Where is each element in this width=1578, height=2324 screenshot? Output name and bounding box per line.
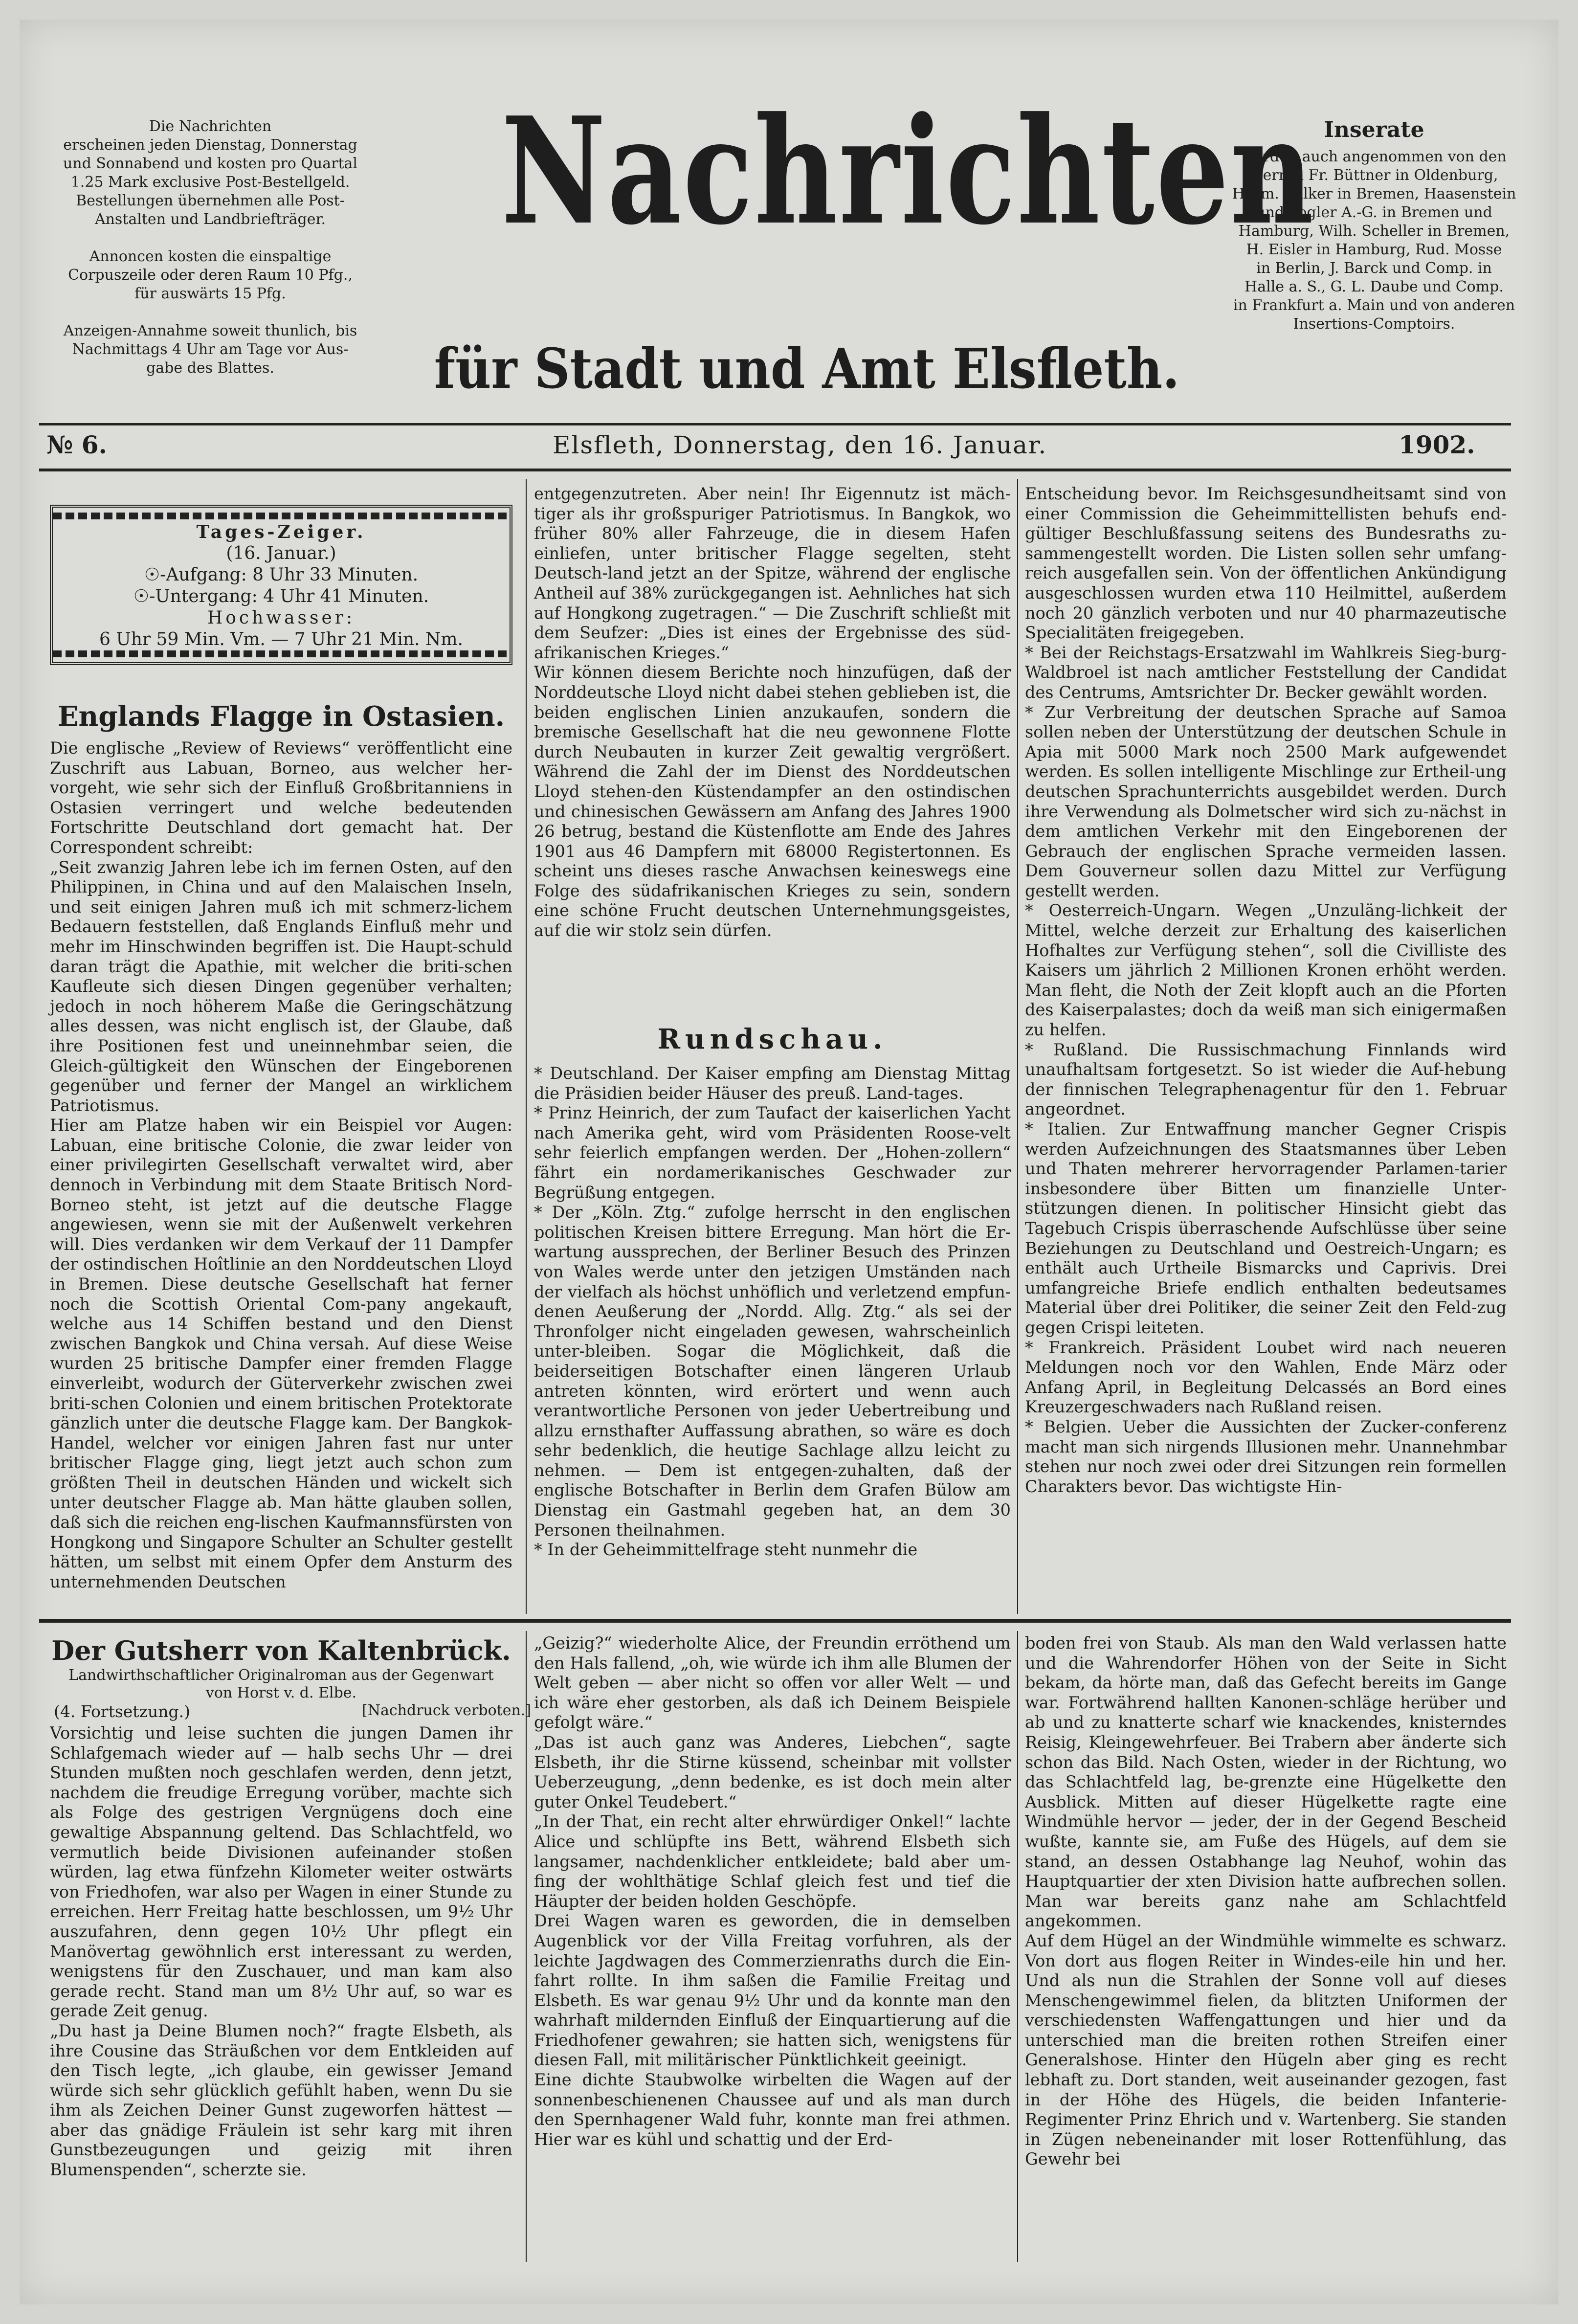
issue-number: № 6. (46, 430, 107, 459)
masthead-subtitle: für Stadt und Amt Elsfleth. (434, 337, 1180, 401)
issue-place-date: Elsfleth, Donnerstag, den 16. Januar. (553, 431, 1047, 459)
tide-title: Hochwasser: (207, 608, 356, 628)
column-rule-1 (526, 479, 527, 1614)
sunset-time: ☉-Untergang: 4 Uhr 41 Minuten. (133, 586, 429, 606)
dateline-rule-bottom (39, 469, 1511, 471)
feuilleton-text-2: „Geizig?“ wiederholte Alice, der Freundin erröthend um den Hals fallend, „oh, wie würde ich ihm alle Blumen der Welt geben — aber nicht so offen vor aller Welt — und ich wäre eher gestorben, als daß ich Deinem Beispiele gefolgt wäre.“ „Das ist auch ganz was Anderes, Liebchen“, sagte Elsbeth, ihr die Stirne küssend, scheinbar mit vollster Ueberzeugung, „denn bedenke, es ist doch mein alter guter Onkel Teudebert.“ „In der That, ein recht alter ehrwürdiger Onkel!“ lachte Alice und schlüpfte ins Bett, während Elsbeth sich langsamer, nachdenklicher entkleidete; bald aber um-fing der wohlthätige Schlaf gleich fest und tief die Häupter der beiden holden Geschöpfe. Drei Wagen waren es geworden, die in demselben Augenblick vor der Villa Freitag vorfuhren, als der leichte Jagdwagen des Commerzienraths durch die Ein-fahrt rollte. In ihm saßen die Familie Freitag und Elsbeth. Es war genau 9½ Uhr und da konnte man den wahrhaft mildernden Einfluß der Einquartierung auf die Friedhofener gewahren; sie hatten sich, wenigstens für diesen Fall, mit militärischer Pünktlichkeit geeinigt. Eine dichte Staubwolke wirbelten die Wagen auf der sonnenbeschienenen Chaussee auf und als man durch den Spernhagener Wald fuhr, konnte man frei athmen. Hier war es kühl und schattig und der Erd- (534, 1633, 1011, 2149)
dateline-rule-top (39, 423, 1511, 425)
feuilleton-column-rule-2 (1017, 1631, 1018, 2262)
rundschau-text: * Deutschland. Der Kaiser empfing am Dienstag Mittag die Präsidien beider Häuser des preuß. Land-tages. * Prinz Heinrich, der zum Taufact der kaiserlichen Yacht nach Amerika geht, wird vom Präsidenten Roose-velt sehr feierlich empfangen werden. Der „Hohen-zollern“ fährt ein nordamerikanisches Geschwader zur Begrüßung entgegen. * Der „Köln. Ztg.“ zufolge herrscht in den englischen politischen Kreisen bittere Erregung. Man hört die Er-wartung aussprechen, der Berliner Besuch des Prinzen von Wales werde unter den jetzigen Umständen nach der vielfach als höchst unhöflich und verletzend empfun-denen Aeußerung der „Nordd. Allg. Ztg.“ als sei der Thronfolger nicht eingeladen gewesen, wahrscheinlich unter-bleiben. Sogar die Möglichkeit, daß die beiderseitigen Botschafter einen längeren Urlaub antreten könnten, wird erörtert und wenn auch verantwortliche Personen von jeder Uebertreibung und allzu ernsthafter Auffassung abrathen, so wäre es doch sehr bedenklich, die heutige Sachlage allzu leicht zu nehmen. — Dem ist entgegen-zuhalten, daß der englische Botschafter in Berlin dem Grafen Bülow am Dienstag ein Gastmahl gegeben hat, an dem 30 Personen theilnahmen. * In der Geheimmittelfrage steht nunmehr die (534, 1064, 1011, 1560)
inserate-title: Inserate (1324, 117, 1424, 142)
feuilleton-subline: Landwirthschaftlicher Originalroman aus der Gegenwart von Horst v. d. Elbe. (68, 1667, 494, 1701)
sunrise-time: ☉-Aufgang: 8 Uhr 33 Minuten. (144, 565, 419, 585)
feuilleton-reprint-note: [Nachdruck verboten.] (362, 1702, 532, 1719)
england-article-text: Die englische „Review of Reviews“ veröffentlicht eine Zuschrift aus Labuan, Borneo, aus welcher her-vorgeht, wie sehr sich der Einfluß Großbritanniens in Ostasien verringert und welche bedeutenden Fortschritte Deutschland dort gemacht hat. Der Correspondent schreibt: „Seit zwanzig Jahren lebe ich im fernen Osten, auf den Philippinen, in China und auf den Malaischen Inseln, und seit einigen Jahren muß ich mit schmerz-lichem Bedauern feststellen, daß Englands Einfluß mehr und mehr im Hinschwinden begriffen ist. Die Haupt-schuld daran trägt die Apathie, mit welcher die briti-schen Kaufleute sich diesen Dingen gegenüber verhalten; jedoch in noch höherem Maße die Geringschätzung alles dessen, was nicht englisch ist, der Glaube, daß ihre Positionen fest und uneinnehmbar seien, die Gleich-gültigkeit den Wünschen der Eingeborenen gegenüber und ferner der Mangel an wirklichem Patriotismus. Hier am Platze haben wir ein Beispiel vor Augen: Labuan, eine britische Colonie, die zwar leider von einer privilegirten Gesellschaft verwaltet wird, aber dennoch in Verbindung mit dem Staate Britisch Nord-Borneo steht, ist jetzt auf die deutsche Flagge angewiesen, wenn sie mit der Außenwelt verkehren will. Dies verdanken wir dem Verkauf der 11 Dampfer der ostindischen Hoîtlinie an den Norddeutschen Lloyd in Bremen. Diese deutsche Gesellschaft hat ferner noch die Scottish Oriental Com-pany angekauft, welche aus 14 Schiffen bestand und den Dienst zwischen Bangkok und China versah. Auf diese Weise wurden 25 britische Dampfer einer fremden Flagge einverleibt, wodurch der Güterverkehr zwischen zwei briti-schen Colonien und einem britischen Protektorate gänzlich unter die deutsche Flagge kam. Der Bangkok-Handel, welcher vor einigen Jahren fast nur unter britischer Flagge ging, liegt jetzt auch schon zum größten Theil in deutschen Händen und wickelt sich unter deutscher Flagge ab. Man hätte glauben sollen, daß sich die reichen eng-lischen Kaufmannsfürsten von Hongkong und Singapore Schulter an Schulter gestellt hätten, um selbst mit einem Opfer dem Ansturm des unternehmenden Deutschen (50, 738, 512, 1591)
advertising-info: werden auch angenommen von den Herren Fr. Büttner in Oldenburg, Herm. Wilker in Bremen, Haasenstein und Vogler A.-G. in Bremen und Hamburg, Wilh. Scheller in Bremen, H. Eisler in Hamburg, Rud. Mosse in Berlin, J. Barck und Comp. in Halle a. S., G. L. Daube und Comp. in Frankfurt a. Main und von anderen Insertions-Comptoirs. (1232, 148, 1516, 333)
feuilleton-text-3: boden frei von Staub. Als man den Wald verlassen hatte und die Wahrendorfer Höhen von der Seite in Sicht bekam, da hörte man, daß das Gefecht bereits im Gange war. Fortwährend hallten Kanonen-schläge herüber und ab und zu knatterte scharf wie knackendes, knisterndes Reisig, Kleingewehrfeuer. Bei Trabern aber änderte sich schon das Bild. Nach Osten, wieder in der Richtung, wo das Schlachtfeld lag, be-grenzte eine Hügelkette den Ausblick. Mitten auf dieser Hügelkette ragte eine Windmühle hervor — jeder, der in der Gegend Bescheid wußte, kannte sie, am Fuße des Hügels, auf dem sie stand, an dessen Ostabhange lag Neuhof, wohin das Hauptquartier der xten Division hatte aufbrechen sollen. Man war bereits ganz nahe am Schlachtfeld angekommen. Auf dem Hügel an der Windmühle wimmelte es schwarz. Von dort aus flogen Reiter in Windes-eile hin und her. Und als nun die Strahlen der Sonne voll auf dieses Menschengewimmel fielen, da blitzten Uniformen der verschiedensten Waffengattungen und hier und da unterschied man die breiten rothen Streifen einer Generalshose. Hinter den Hügeln aber ging es recht lebhaft zu. Dort standen, weit auseinander gezogen, fast in der Höhe des Hügels, die beiden Infanterie-Regimenter Prinz Ehrich und v. Wartenberg. Sie standen in Zügen nebeneinander mit loser Rottenfühlung, das Gewehr bei (1025, 1633, 1507, 2169)
tageszeiger-date: (16. Januar.) (226, 543, 336, 563)
feuilleton-column-rule-1 (526, 1631, 527, 2262)
chain-border-top (53, 513, 510, 519)
feuilleton-text-1: Vorsichtig und leise suchten die jungen Damen ihr Schlafgemach wieder auf — halb sechs Uhr — drei Stunden mußten noch geschlafen werden, denn jetzt, nachdem die freudige Erregung vorüber, machte sich als Folge des gestrigen Vergnügens doch eine gewaltige Abspannung geltend. Das Schlachtfeld, wo vermutlich beide Divisionen aufeinander stoßen würden, lag etwa fünfzehn Kilometer weiter ostwärts von Friedhofen, war also per Wagen in einer Stunde zu erreichen. Herr Freitag hatte beschlossen, um 9½ Uhr auszufahren, denn gegen 10½ Uhr pflegt ein Manövertag gewöhnlich erst interessant zu werden, wenigstens für den Zuschauer, und man kam also gerade recht. Stand man um 8½ Uhr auf, so war es gerade Zeit genug. „Du hast ja Deine Blumen noch?“ fragte Elsbeth, als ihre Cousine das Sträußchen vor dem Entkleiden auf den Tisch legte, „ich glaube, ein gewisser Jemand würde sich sehr glücklich gefühlt haben, wenn Du sie ihm als Zeichen Deiner Gunst zugeworfen hättest — aber das gnädige Fräulein ist sehr karg mit ihren Gunstbezeugungen und geizig mit ihren Blumenspenden“, scherzte sie. (50, 1723, 512, 2180)
issue-year: 1902. (1399, 430, 1475, 459)
tageszeiger-box (50, 505, 512, 665)
feuilleton-headline: Der Gutsherr von Kaltenbrück. (51, 1635, 511, 1666)
rundschau-continued: Entscheidung bevor. Im Reichsgesundheitsamt sind von einer Commission die Geheimmittellisten behufs end-gültiger Beschlußfassung seitens des Bundesraths zu-sammengestellt worden. Die Listen sollen sehr umfang-reich ausgefallen sein. Von der öffentlichen Ankündigung ausgeschlossen wurden etwa 110 Heilmittel, außerdem noch 20 gänzlich verboten und nur 40 pharmazeutische Specialitäten freigegeben. * Bei der Reichstags-Ersatzwahl im Wahlkreis Sieg-burg-Waldbroel ist nach amtlicher Feststellung der Candidat des Centrums, Amtsrichter Dr. Becker gewählt worden. * Zur Verbreitung der deutschen Sprache auf Samoa sollen neben der Unterstützung der deutschen Schule in Apia mit 5000 Mark noch 2500 Mark aufgewendet werden. Es sollen intelligente Mischlinge zur Ertheil-ung deutschen Sprachunterrichts ausgebildet werden. Durch ihre Verwendung als Dolmetscher wird sich zu-nächst in dem amtlichen Verkehr mit den Eingeborenen der Gebrauch der englischen Sprache vermeiden lassen. Dem Gouverneur sollen dazu Mittel zur Verfügung gestellt werden. * Oesterreich-Ungarn. Wegen „Unzuläng-lichkeit der Mittel, welche derzeit zur Erhaltung des kaiserlichen Hofhaltes zur Verfügung stehen“, soll die Civilliste des Kaisers um jährlich 2 Millionen Kronen erhöht werden. Man fleht, die Noth der Zeit klopft auch an die Pforten des Kaiserpalastes; doch da weiß man sich einigermaßen zu helfen. * Rußland. Die Russischmachung Finnlands wird unaufhaltsam fortgesetzt. So ist wieder die Auf-hebung der finnischen Telegraphenagentur für den 1. Februar angeordnet. * Italien. Zur Entwaffnung mancher Gegner Crispis werden Aufzeichnungen des Staatsmannes über Leben und Thaten mehrerer hervorragender Parlamen-tarier insbesondere über Bitten um finanzielle Unter-stützungen dienen. In politischer Hinsicht giebt das Tagebuch Crispis überraschende Aufschlüsse über seine Beziehungen zu Deutschland und Oestreich-Ungarn; es enthält auch Urtheile Bismarcks und Caprivis. Drei umfangreiche Briefe endlich enthalten bedeutsames Material über drei Politiker, die seiner Zeit den Feld-zug gegen Crispi leiteten. * Frankreich. Präsident Loubet wird nach neueren Meldungen noch vor den Wahlen, Ende März oder Anfang April, in Begleitung Delcassés an Bord eines Kreuzergeschwaders nach Rußland reisen. * Belgien. Ueber die Aussichten der Zucker-conferenz macht man sich nirgends Illusionen mehr. Unannehmbar stehen nur noch zwei oder drei Sitzungen rein formellen Charakters bevor. Das wichtigste Hin- (1025, 484, 1507, 1496)
feuilleton-continuation: (4. Fortsetzung.) (54, 1702, 190, 1721)
feuilleton-rule (39, 1619, 1511, 1623)
england-article-continued: entgegenzutreten. Aber nein! Ihr Eigennutz ist mäch-tiger als ihr großspuriger Patriotismus. In Bangkok, wo früher 80% aller Fahrzeuge, die in diesem Hafen einliefen, unter britischer Flagge segelten, steht Deutsch-land jetzt an der Spitze, während der englische Antheil auf 38% zurückgegangen ist. Aehnliches hat sich auf Hongkong zugetragen.“ — Die Zuschrift schließt mit dem Seufzer: „Dies ist eines der Ergebnisse des süd-afrikanischen Krieges.“ Wir können diesem Berichte noch hinzufügen, daß der Norddeutsche Lloyd nicht dabei stehen geblieben ist, die beiden englischen Linien anzukaufen, sondern die bremische Gesellschaft hat die neu gewonnene Flotte durch Neubauten in kurzer Zeit gewaltig vergrößert. Während die Zahl der im Dienst des Norddeutschen Lloyd stehen-den Küstendampfer an den ostindischen und chinesischen Gewässern am Anfang des Jahres 1900 26 betrug, bestand die Küstenflotte am Ende des Jahres 1901 aus 46 Dampfern mit 68000 Registertonnen. Es scheint uns dieses rasche Anwachsen keineswegs eine Folge des südafrikanischen Krieges zu sein, sondern eine schöne Frucht deutschen Unternehmungsgeistes, auf die wir stolz sein dürfen. (534, 484, 1011, 940)
subscription-info: Die Nachrichten erscheinen jeden Dienstag, Donnerstag und Sonnabend und kosten pro Quartal 1.25 Mark exclusive Post-Bestellgeld. Bestellungen übernehmen alle Post- Anstalten und Landbriefträger. Annoncen kosten die einspaltige Corpuszeile oder deren Raum 10 Pfg., für auswärts 15 Pfg. Anzeigen-Annahme soweit thunlich, bis Nachmittags 4 Uhr am Tage vor Aus- gabe des Blattes. (63, 118, 358, 377)
column-rule-2 (1017, 479, 1018, 1614)
chain-border-bottom (53, 650, 510, 657)
masthead-title: Nachrichten (501, 85, 1315, 257)
england-headline: Englands Flagge in Ostasien. (57, 700, 505, 733)
rundschau-headline: Rundschau. (657, 1023, 888, 1055)
tageszeiger-title: Tages-Zeiger. (196, 522, 366, 542)
tide-times: 6 Uhr 59 Min. Vm. — 7 Uhr 21 Min. Nm. (99, 629, 463, 649)
newspaper-page (20, 20, 1558, 2304)
